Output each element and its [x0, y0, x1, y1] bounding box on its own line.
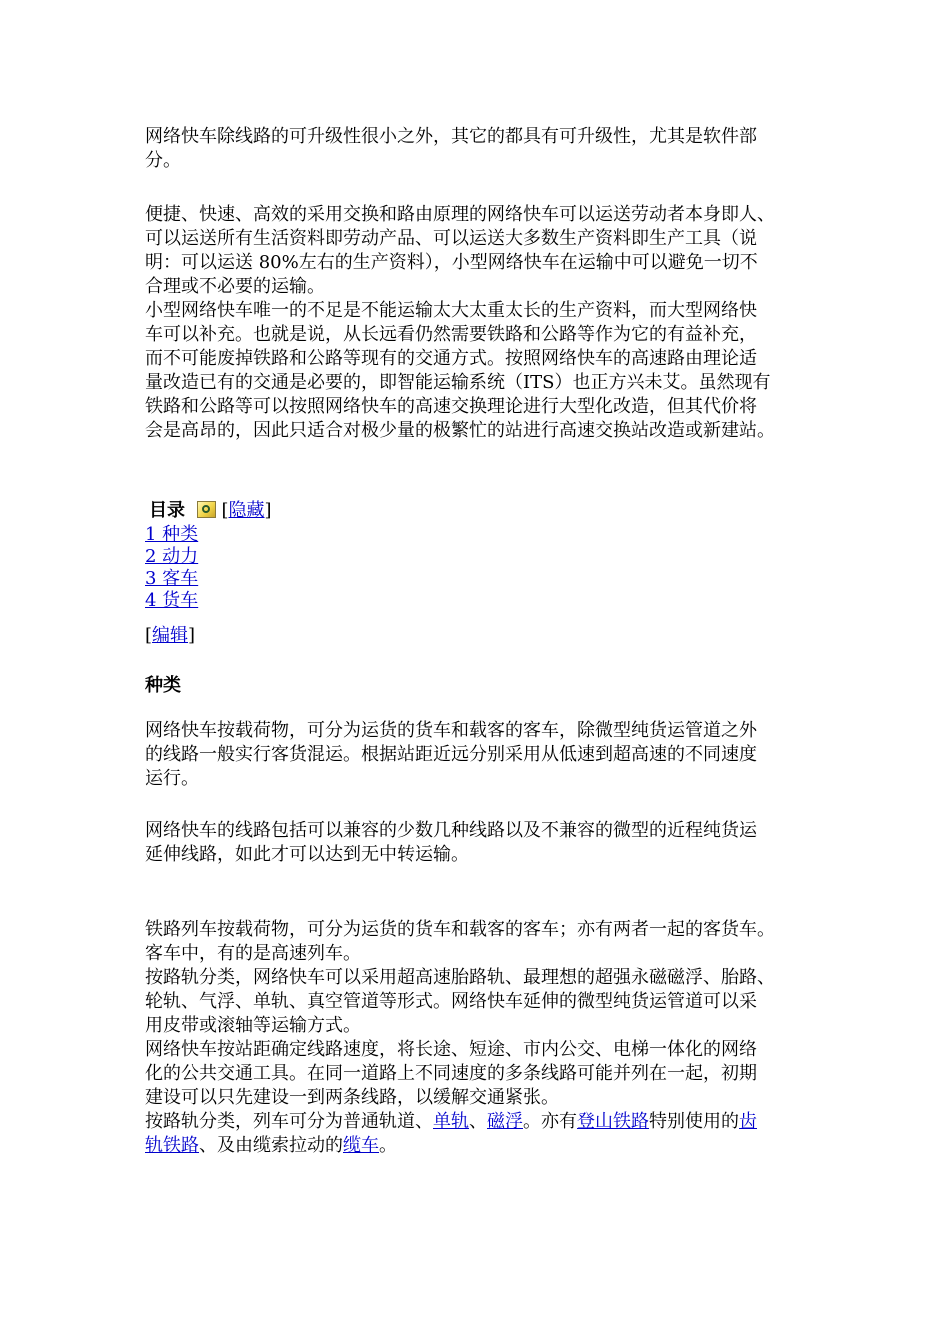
text-fragment: 。 — [379, 1135, 397, 1156]
toc-hide-link[interactable]: 隐藏 — [228, 500, 265, 521]
text-fragment: 。亦有 — [523, 1111, 577, 1132]
text-fragment: 按路轨分类，列车可分为普通轨道、 — [145, 1111, 433, 1132]
text-line: 小型网络快车唯一的不足是不能运输太大太重太长的生产资料，而大型网络快 — [145, 300, 757, 321]
text-line: 网络快车的线路包括可以兼容的少数几种线路以及不兼容的微型的近程纯货运 — [145, 820, 757, 841]
text-line: 延伸线路，如此才可以达到无中转运输。 — [145, 844, 469, 865]
text-line-with-links — [145, 1134, 815, 1158]
text-line: 按路轨分类，网络快车可以采用超高速胎路轨、最理想的超强永磁磁浮、胎路、 — [145, 967, 775, 988]
toc-item-passenger[interactable]: 3 客车 — [145, 568, 199, 589]
text-line: 网络快车除线路的可升级性很小之外，其它的都具有可升级性，尤其是软件部 — [145, 126, 757, 147]
text-line: 轮轨、气浮、单轨、真空管道等形式。网络快车延伸的微型纯货运管道可以采 — [145, 991, 757, 1012]
link-mountain-railway[interactable]: 登山铁路 — [577, 1111, 649, 1132]
text-line: 会是高昂的，因此只适合对极少量的极繁忙的站进行高速交换站改造或新建站。 — [145, 420, 775, 441]
text-line: 铁路列车按载荷物，可分为运货的货车和载客的客车；亦有两者一起的客货车。 — [145, 919, 775, 940]
text-line: 建设可以只先建设一到两条线路，以缓解交通紧张。 — [145, 1087, 559, 1108]
text-line: 便捷、快速、高效的采用交换和路由原理的网络快车可以运送劳动者本身即人、 — [145, 204, 775, 225]
edit-section — [145, 624, 815, 648]
intro-paragraph-1 — [145, 125, 815, 173]
toc-close-bracket: ] — [264, 500, 272, 521]
edit-open-bracket: [ — [145, 625, 153, 646]
text-line: 的线路一般实行客货混运。根据站距近远分别采用从低速到超高速的不同速度 — [145, 744, 757, 765]
table-of-contents — [149, 499, 819, 523]
text-line: 分。 — [145, 150, 181, 171]
text-line: 用皮带或滚轴等运输方式。 — [145, 1015, 361, 1036]
section-paragraph-1 — [145, 719, 815, 791]
intro-paragraph-2 — [145, 203, 815, 443]
text-line: 车可以补充。也就是说，从长远看仍然需要铁路和公路等作为它的有益补充， — [145, 324, 757, 345]
section-heading — [145, 674, 815, 698]
text-fragment: 特别使用的 — [649, 1111, 739, 1132]
link-rack-railway-cont[interactable]: 轨铁路 — [145, 1135, 199, 1156]
text-line: 铁路和公路等可以按照网络快车的高速交换理论进行大型化改造，但其代价将 — [145, 396, 757, 417]
toc-item-freight[interactable]: 4 货车 — [145, 590, 199, 611]
link-maglev[interactable]: 磁浮 — [487, 1111, 523, 1132]
text-fragment: 、及由缆索拉动的 — [199, 1135, 343, 1156]
text-line: 合理或不必要的运输。 — [145, 276, 325, 297]
edit-close-bracket: ] — [188, 625, 196, 646]
text-line: 运行。 — [145, 768, 199, 789]
text-fragment: 、 — [469, 1111, 487, 1132]
link-cable-car[interactable]: 缆车 — [343, 1135, 379, 1156]
text-line: 客车中，有的是高速列车。 — [145, 943, 361, 964]
section-paragraph-3 — [145, 918, 815, 1158]
toc-toggle-icon[interactable] — [197, 501, 216, 518]
toc-open-bracket: [ — [221, 500, 229, 521]
text-line-with-links — [145, 1110, 815, 1134]
toc-item-power[interactable]: 2 动力 — [145, 546, 199, 567]
link-monorail[interactable]: 单轨 — [433, 1111, 469, 1132]
text-line: 可以运送所有生活资料即劳动产品、可以运送大多数生产资料即生产工具（说 — [145, 228, 757, 249]
link-rack-railway[interactable]: 齿 — [739, 1111, 757, 1132]
text-line: 网络快车按站距确定线路速度，将长途、短途、市内公交、电梯一体化的网络 — [145, 1039, 757, 1060]
text-line: 而不可能废掉铁路和公路等现有的交通方式。按照网络快车的高速路由理论适 — [145, 348, 757, 369]
text-line: 明：可以运送 80%左右的生产资料），小型网络快车在运输中可以避免一切不 — [145, 252, 758, 273]
toc-list — [145, 524, 815, 612]
text-line: 量改造已有的交通是必要的，即智能运输系统（ITS）也正方兴未艾。虽然现有 — [145, 372, 771, 393]
section-title: 种类 — [145, 675, 181, 696]
toc-item-types[interactable]: 1 种类 — [145, 524, 199, 545]
text-line: 化的公共交通工具。在同一道路上不同速度的多条线路可能并列在一起，初期 — [145, 1063, 757, 1084]
text-line: 网络快车按载荷物，可分为运货的货车和载客的客车，除微型纯货运管道之外 — [145, 720, 757, 741]
section-paragraph-2 — [145, 819, 815, 867]
toc-title: 目录 — [149, 500, 185, 521]
edit-link[interactable]: 编辑 — [152, 625, 189, 646]
